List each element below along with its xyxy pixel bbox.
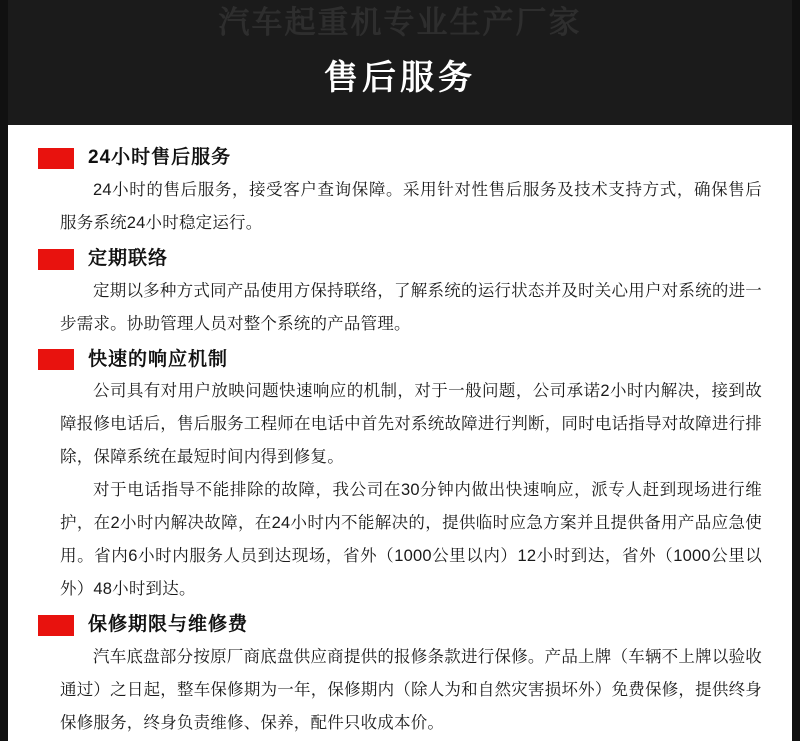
section-header <box>38 248 762 271</box>
red-square-bullet-icon <box>38 349 74 370</box>
section-title: 保修期限与维修费 <box>88 614 249 636</box>
section-header <box>38 147 762 170</box>
section-24h-service <box>38 147 762 240</box>
section-paragraph: 定期以多种方式同产品使用方保持联络，了解系统的运行状态并及时关心用户对系统的进一步需求。协助管理人员对整个系统的产品管理。 <box>60 281 762 333</box>
section-header <box>38 349 762 372</box>
section-paragraph: 汽车底盘部分按原厂商底盘供应商提供的报修条款进行保修。产品上牌（车辆不上牌以验收通过）之日起，整车保修期为一年，保修期内（除人为和自然灾害损坏外）免费保修，提供终身保修服务，终身负责维修、保养，配件只收成本价。 <box>60 648 762 733</box>
section-paragraph: 公司具有对用户放映问题快速响应的机制，对于一般问题，公司承诺2小时内解决，接到故障报修电话后，售后服务工程师在电话中首先对系统故障进行判断，同时电话指导对故障进行排除，保障系统在最短时间内得到修复。 <box>60 382 762 467</box>
section-title: 24小时售后服务 <box>88 147 232 168</box>
section-title: 快速的响应机制 <box>88 348 229 370</box>
content-area <box>8 125 792 740</box>
banner-watermark-text: 汽车起重机专业生产厂家 <box>218 5 582 40</box>
section-header <box>38 614 762 637</box>
red-square-bullet-icon <box>38 148 74 169</box>
section-title: 定期联络 <box>88 247 169 269</box>
section-warranty <box>38 614 762 740</box>
red-square-bullet-icon <box>38 249 74 270</box>
page-title: 售后服务 <box>324 59 476 97</box>
section-paragraph: 对于电话指导不能排除的故障，我公司在30分钟内做出快速响应，派专人赶到现场进行维护，在2小时内解决故障，在24小时内不能解决的，提供临时应急方案并且提供备用产品应急使用。省内6小时内服务人员到达现场，省外（1000公里以内）12小时到达，省外（1000公里以外）48小时到达。 <box>60 481 762 599</box>
section-fast-response <box>38 349 762 607</box>
section-regular-contact <box>38 248 762 341</box>
section-paragraph: 24小时的售后服务，接受客户查询保障。采用针对性售后服务及技术支持方式，确保售后服务系统24小时稳定运行。 <box>60 180 762 232</box>
page-banner <box>8 0 792 125</box>
red-square-bullet-icon <box>38 615 74 636</box>
